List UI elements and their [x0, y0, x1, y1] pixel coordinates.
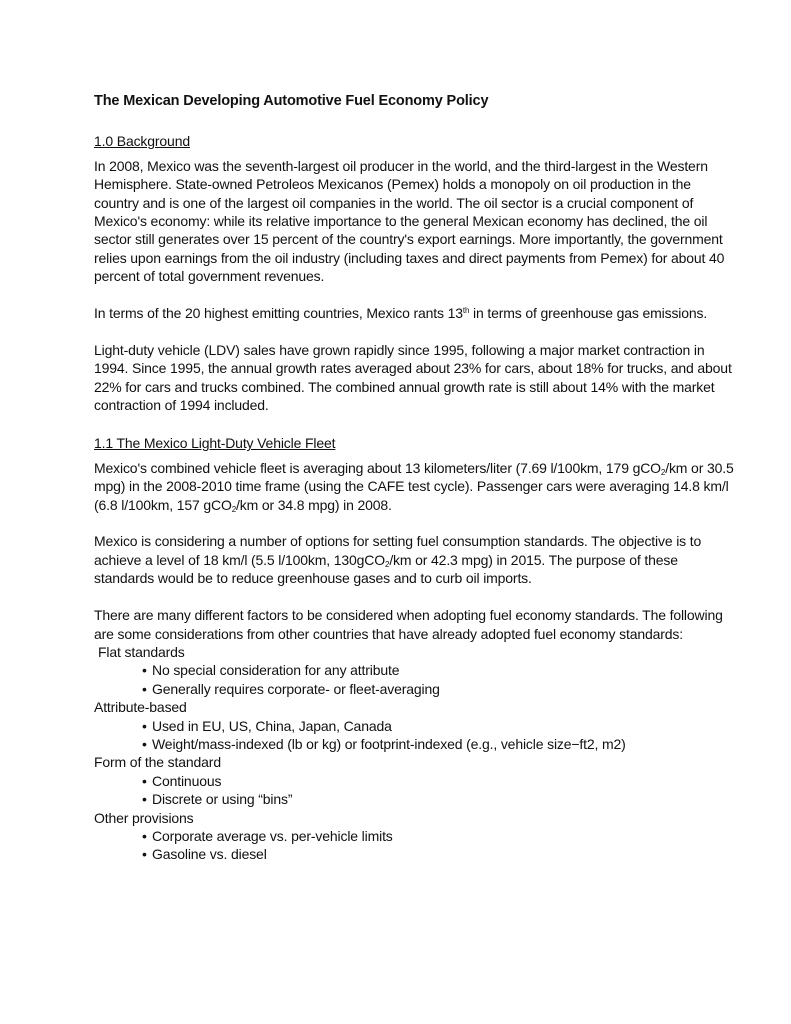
subscript: 2	[660, 467, 666, 477]
list-item	[142, 845, 734, 863]
category-other-provisions: Other provisions	[94, 809, 194, 826]
list-item	[142, 827, 734, 845]
text: /km or 34.8 mpg) in 2008.	[236, 496, 392, 513]
category-form-of-standard: Form of the standard	[94, 754, 221, 771]
bullet-icon: •	[142, 662, 147, 679]
paragraph-oil-sector: In 2008, Mexico was the seventh-largest oil producer in the world, and the third-largest in the Western Hemisphere. State-owned Petroleos Mexicanos (Pemex) holds a monopoly on oil production in the country and is one of the largest oil companies in the world. The oil sector is a crucial component of Mexico's economy: while its relative importance to the general Mexican economy has declined, the oil sector still generates over 15 percent of the country's export earnings. More importantly, the government relies upon earnings from the oil industry (including taxes and direct payments from Pemex) for about 40 percent of total government revenues.	[94, 157, 725, 285]
bullet-icon: •	[142, 827, 147, 844]
list-item-text: Weight/mass-indexed (lb or kg) or footprint-indexed (e.g., vehicle size−ft2, m2)	[152, 735, 626, 752]
list-item	[142, 717, 734, 735]
text: Mexico's combined vehicle fleet is averaging about 13 kilometers/liter (7.69 l/100km, 179 gCO	[94, 459, 661, 476]
considerations-list	[94, 643, 734, 864]
paragraph-ldv-sales: Light-duty vehicle (LDV) sales have grown rapidly since 1995, following a major market contraction in 1994. Since 1995, the annual growth rates averaged about 23% for cars, about 18% for trucks, and about 22% for cars and trucks combined. The combined annual growth rate is still about 14% with the market contraction of 1994 included.	[94, 341, 732, 414]
paragraph-considerations-intro: There are many different factors to be considered when adopting fuel economy standards. The following are some considerations from other countries that have already adopted fuel economy standards:	[94, 607, 723, 642]
text: in terms of greenhouse gas emissions.	[469, 305, 708, 322]
paragraph-standards-objective	[94, 532, 734, 587]
list-item	[142, 772, 734, 790]
list-item	[142, 680, 734, 698]
document-title: The Mexican Developing Automotive Fuel Economy Policy	[94, 93, 489, 109]
bullet-icon: •	[142, 735, 147, 752]
text: /km or 30.5 mpg) in the 2008-2010 time frame (using the CAFE test cycle). Passenger cars were averaging 14.8 km/l (6.8 l/100km, 157 gCO	[94, 459, 734, 513]
list-item-text: Continuous	[152, 772, 222, 789]
other-provisions-items	[94, 827, 734, 864]
superscript: th	[462, 306, 470, 316]
attribute-based-items	[94, 717, 734, 754]
text: In terms of the 20 highest emitting countries, Mexico rants 13	[94, 305, 463, 322]
paragraph-fleet-average	[94, 459, 734, 514]
list-item	[142, 735, 734, 753]
list-item	[142, 661, 734, 679]
category-attribute-based: Attribute-based	[94, 699, 187, 716]
document-page	[94, 92, 734, 864]
bullet-icon: •	[142, 791, 147, 808]
list-item-text: Used in EU, US, China, Japan, Canada	[152, 717, 392, 734]
bullet-icon: •	[142, 772, 147, 789]
paragraph-emissions-rank	[94, 304, 734, 322]
text: Mexico is considering a number of options for setting fuel consumption standards. The objective is to achieve a level of 18 km/l (5.5 l/100km, 130gCO	[94, 533, 702, 568]
list-item-text: No special consideration for any attribute	[152, 662, 400, 679]
bullet-icon: •	[142, 680, 147, 697]
subscript: 2	[231, 504, 237, 514]
category-flat-standards: Flat standards	[98, 643, 185, 660]
section-heading-ldv-fleet: 1.1 The Mexico Light-Duty Vehicle Fleet	[94, 435, 336, 452]
list-item-text: Generally requires corporate- or fleet-averaging	[152, 680, 440, 697]
text: /km or 42.3 mpg) in 2015. The purpose of these standards would be to reduce greenhouse gases and to curb oil imports.	[94, 551, 678, 587]
bullet-icon: •	[142, 717, 147, 734]
section-heading-background: 1.0 Background	[94, 133, 190, 150]
list-item-text: Gasoline vs. diesel	[152, 846, 267, 863]
flat-standards-items	[94, 661, 734, 698]
subscript: 2	[385, 559, 390, 569]
list-item-text: Corporate average vs. per-vehicle limits	[152, 827, 393, 844]
list-item-text: Discrete or using “bins”	[152, 791, 293, 808]
form-of-standard-items	[94, 772, 734, 809]
list-item	[142, 790, 734, 808]
bullet-icon: •	[142, 846, 147, 863]
